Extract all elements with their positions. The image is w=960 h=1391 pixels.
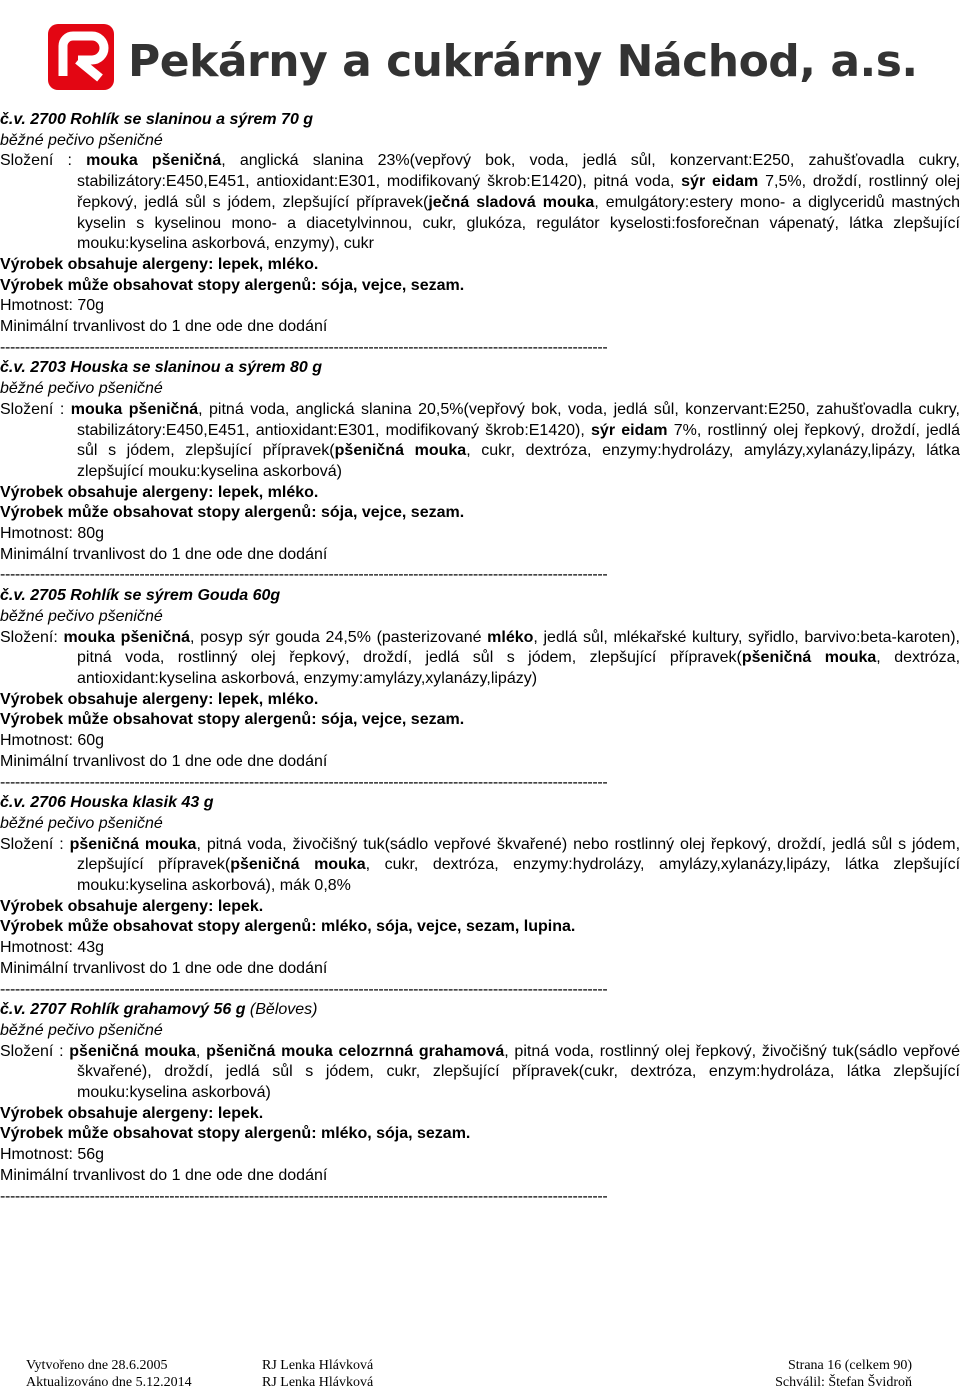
composition-text: 7%, rostlinný olej řepkový, droždí, jedlá sůl s jódem, zlepšující přípravek( [77,421,960,460]
product-name: Rohlík se slaninou a sýrem 70 g [70,111,314,128]
composition-highlight: mouka pšeničná [70,400,199,418]
product-name: Rohlík se sýrem Gouda 60g [70,587,281,605]
composition-highlight: pšeničná mouka [69,835,197,853]
product-category: běžné pečivo pšeničné [0,1021,163,1039]
updated-author: RJ Lenka Hlávková [262,1375,374,1390]
product-title [0,793,960,814]
product-category: běžné pečivo pšeničné [0,380,163,398]
allergen-statement: Výrobek obsahuje alergeny: lepek. [0,1104,264,1122]
created-date: Vytvořeno dne 28.6.2005 [26,1358,168,1373]
footer-authors [262,1357,373,1391]
composition-highlight: sýr eidam [591,421,668,439]
shelf-life: Minimální trvanlivost do 1 dne ode dne dodání [0,1166,328,1184]
product-entry [0,793,960,1000]
product-composition [0,835,960,897]
product-entry [0,586,960,793]
composition-text: , pitná voda, anglická slanina 20,5%(vepřový bok, voda, jedlá sůl, konzervant:E250, zahušťovadla cukry, stabilizátory:E450,E451, antioxidant:E301, modifikovaný škrob:E1420), [77,400,960,439]
product-code: č.v. 2703 [0,359,66,377]
updated-date: Aktualizováno dne 5.12.2014 [26,1375,192,1390]
traces-statement: Výrobek může obsahovat stopy alergenů: sója, vejce, sezam. [0,504,465,522]
product-category: běžné pečivo pšeničné [0,607,163,625]
product-code: č.v. 2705 [0,587,66,605]
composition-text: , jedlá sůl, mlékařské kultury, syřidlo, barvivo:beta-karoten), pitná voda, rostlinný olej řepkový, droždí, jedlá sůl s jódem, zlepšující přípravek( [77,628,960,667]
separator-line: -------------------------------------------------------------------------------------------------------------------------- [0,773,608,791]
composition-highlight: mouka pšeničná [86,152,222,170]
allergen-statement: Výrobek obsahuje alergeny: lepek, mléko. [0,690,319,708]
allergen-statement: Výrobek obsahuje alergeny: lepek, mléko. [0,483,319,501]
product-composition [0,1042,960,1104]
shelf-life: Minimální trvanlivost do 1 dne ode dne dodání [0,318,328,336]
traces-statement: Výrobek může obsahovat stopy alergenů: mléko, sója, sezam. [0,1125,471,1143]
footer-page-info [775,1357,912,1391]
composition-text: , cukr, dextróza, enzymy:hydrolázy, amylázy,xylanázy,lipázy, látka zlepšující mouku:kyselina askorbová), mák 0,8% [77,856,960,895]
allergen-statement: Výrobek obsahuje alergeny: lepek. [0,897,264,915]
product-title [0,358,960,379]
composition-highlight: pšeničná mouka [741,649,877,667]
composition-text: , pitná voda, živočišný tuk(sádlo vepřové škvařené) nebo rostlinný olej řepkový, droždí, jedlá sůl s jódem, zlepšující přípravek( [77,835,960,874]
composition-text: , emulgátory:estery mono- a diglyceridů mastných kyselin s kyselinou mono- a diacetylvinnou, cukr, glukóza, regulátor kyselosti:fosforečnan vápenatý, látka zlepšující mouku:kyselina askorbová, enzymy), cukr [77,193,960,253]
composition-label: Složení : [0,1042,70,1060]
company-name: Pekárny a cukrárny Náchod, a.s. [128,36,918,87]
composition-label: Složení: [0,628,64,646]
document-header [0,0,960,105]
product-entry [0,1000,960,1207]
document-footer [0,1357,960,1391]
separator-line: -------------------------------------------------------------------------------------------------------------------------- [0,566,608,584]
allergen-statement: Výrobek obsahuje alergeny: lepek, mléko. [0,255,319,273]
page-number: Strana 16 (celkem 90) [787,1358,912,1373]
shelf-life: Minimální trvanlivost do 1 dne ode dne dodání [0,752,328,770]
composition-text: , dextróza, antioxidant:kyselina askorbová, enzymy:amylázy,xylanázy,lipázy) [77,649,960,687]
separator-line: -------------------------------------------------------------------------------------------------------------------------- [0,338,608,356]
separator-line: -------------------------------------------------------------------------------------------------------------------------- [0,980,608,998]
product-entry [0,110,960,358]
composition-highlight: mouka pšeničná [63,628,191,646]
composition-text: , cukr, dextróza, enzymy:hydrolázy, amylázy,xylanázy,lipázy, látka zlepšující mouku:kyselina askorbová) [77,442,960,480]
traces-statement: Výrobek může obsahovat stopy alergenů: mléko, sója, vejce, sezam, lupina. [0,918,576,936]
product-code: č.v. 2700 [0,111,66,128]
composition-text: 7,5%, droždí, rostlinný olej řepkový, jedlá sůl s jódem, zlepšující přípravek( [77,173,960,211]
composition-highlight: pšeničná mouka [69,1042,196,1060]
product-title [0,1000,960,1021]
product-code: č.v. 2706 [0,794,66,812]
product-entry [0,358,960,586]
product-weight: Hmotnost: 70g [0,297,105,315]
composition-highlight: ječná sladová mouka [428,193,595,211]
product-code: č.v. 2707 [0,1001,66,1019]
shelf-life: Minimální trvanlivost do 1 dne ode dne dodání [0,545,328,563]
product-category: běžné pečivo pšeničné [0,814,163,832]
composition-highlight: pšeničná mouka [334,442,467,460]
product-weight: Hmotnost: 80g [0,525,105,543]
traces-statement: Výrobek může obsahovat stopy alergenů: sója, vejce, sezam. [0,276,465,294]
product-list [0,110,960,1207]
composition-highlight: pšeničná mouka celozrnná grahamová [206,1042,505,1060]
shelf-life: Minimální trvanlivost do 1 dne ode dne dodání [0,959,328,977]
product-composition [0,628,960,690]
product-title [0,586,960,607]
product-title [0,110,960,131]
product-name: Houska klasik 43 g [70,794,214,812]
product-name-suffix: (Běloves) [249,1001,318,1019]
product-name: Rohlík grahamový 56 g [70,1001,246,1019]
composition-label: Složení : [0,400,71,418]
company-logo-icon [48,24,114,90]
created-author: RJ Lenka Hlávková [262,1358,374,1373]
approved-by: Schválil: Štefan Švidroň [775,1375,912,1390]
product-composition [0,151,960,255]
composition-label: Složení : [0,835,70,853]
composition-highlight: mléko [487,628,534,646]
product-weight: Hmotnost: 56g [0,1146,105,1164]
composition-text: , anglická slanina 23%(vepřový bok, voda, jedlá sůl, konzervant:E250, zahušťovadla cukry, stabilizátory:E450,E451, antioxidant:E301, modifikovaný škrob:E1420), pitná voda, [77,152,960,191]
footer-dates [26,1357,192,1391]
product-name: Houska se slaninou a sýrem 80 g [70,359,322,377]
product-weight: Hmotnost: 43g [0,939,105,957]
composition-highlight: pšeničná mouka [230,856,366,874]
product-composition [0,400,960,483]
separator-line: -------------------------------------------------------------------------------------------------------------------------- [0,1187,608,1205]
traces-statement: Výrobek může obsahovat stopy alergenů: sója, vejce, sezam. [0,711,465,729]
product-category: běžné pečivo pšeničné [0,131,163,149]
composition-text: , pitná voda, rostlinný olej řepkový, živočišný tuk(sádlo vepřové škvařené), droždí, jedlá sůl s jódem, cukr, zlepšující přípravek(cukr, dextróza, enzym:hydroláza, látka zlepšující mouku:kyselina askorbová) [77,1042,960,1102]
composition-text: , posyp sýr gouda 24,5% (pasterizované [190,628,488,646]
composition-label: Složení : [0,152,87,170]
composition-highlight: sýr eidam [681,173,759,191]
product-weight: Hmotnost: 60g [0,732,105,750]
composition-text: , [195,1042,207,1060]
